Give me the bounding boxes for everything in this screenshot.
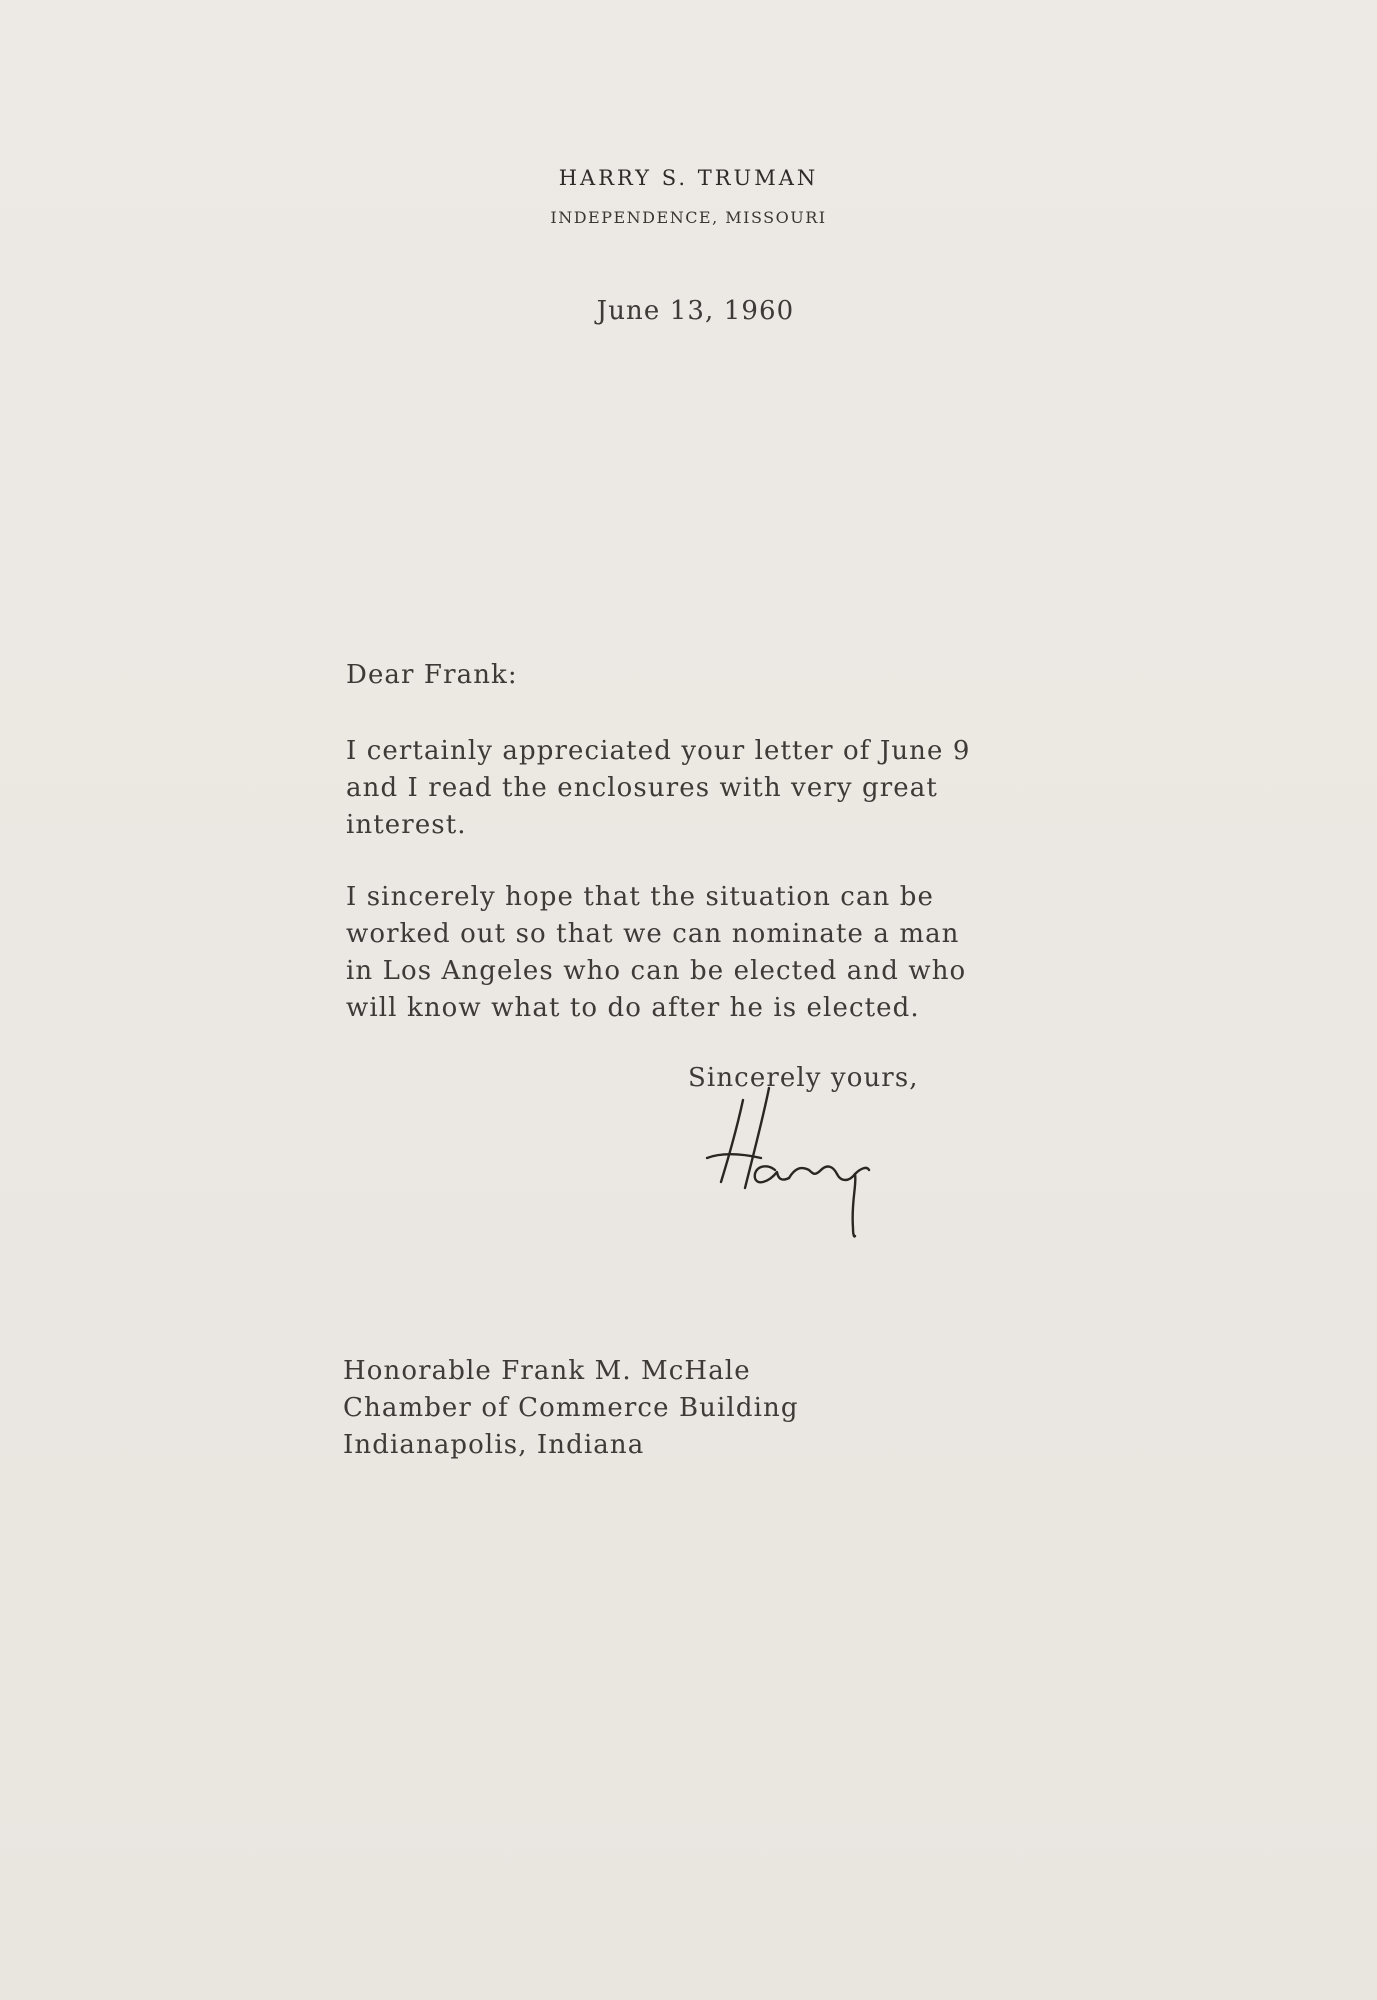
salutation: Dear Frank:: [346, 660, 518, 690]
address-line: Honorable Frank M. McHale: [343, 1356, 751, 1386]
letter-date: June 13, 1960: [596, 296, 795, 326]
recipient-address: [343, 1353, 799, 1464]
address-line: Indianapolis, Indiana: [343, 1430, 645, 1460]
body-line: I certainly appreciated your letter of June 9: [346, 736, 971, 766]
body-paragraph-1: [346, 733, 971, 844]
closing: Sincerely yours,: [688, 1063, 919, 1093]
handwritten-signature: [705, 1078, 895, 1238]
body-line: and I read the enclosures with very great: [346, 773, 938, 803]
body-line: worked out so that we can nominate a man: [346, 919, 960, 949]
letterhead-place: INDEPENDENCE, MISSOURI: [550, 208, 827, 227]
address-line: Chamber of Commerce Building: [343, 1393, 799, 1423]
body-line: will know what to do after he is elected.: [346, 993, 920, 1023]
letterhead-name: HARRY S. TRUMAN: [558, 166, 819, 190]
body-line: I sincerely hope that the situation can be: [346, 882, 934, 912]
body-paragraph-2: [346, 879, 966, 1027]
body-line: in Los Angeles who can be elected and who: [346, 956, 967, 986]
body-line: interest.: [346, 810, 467, 840]
